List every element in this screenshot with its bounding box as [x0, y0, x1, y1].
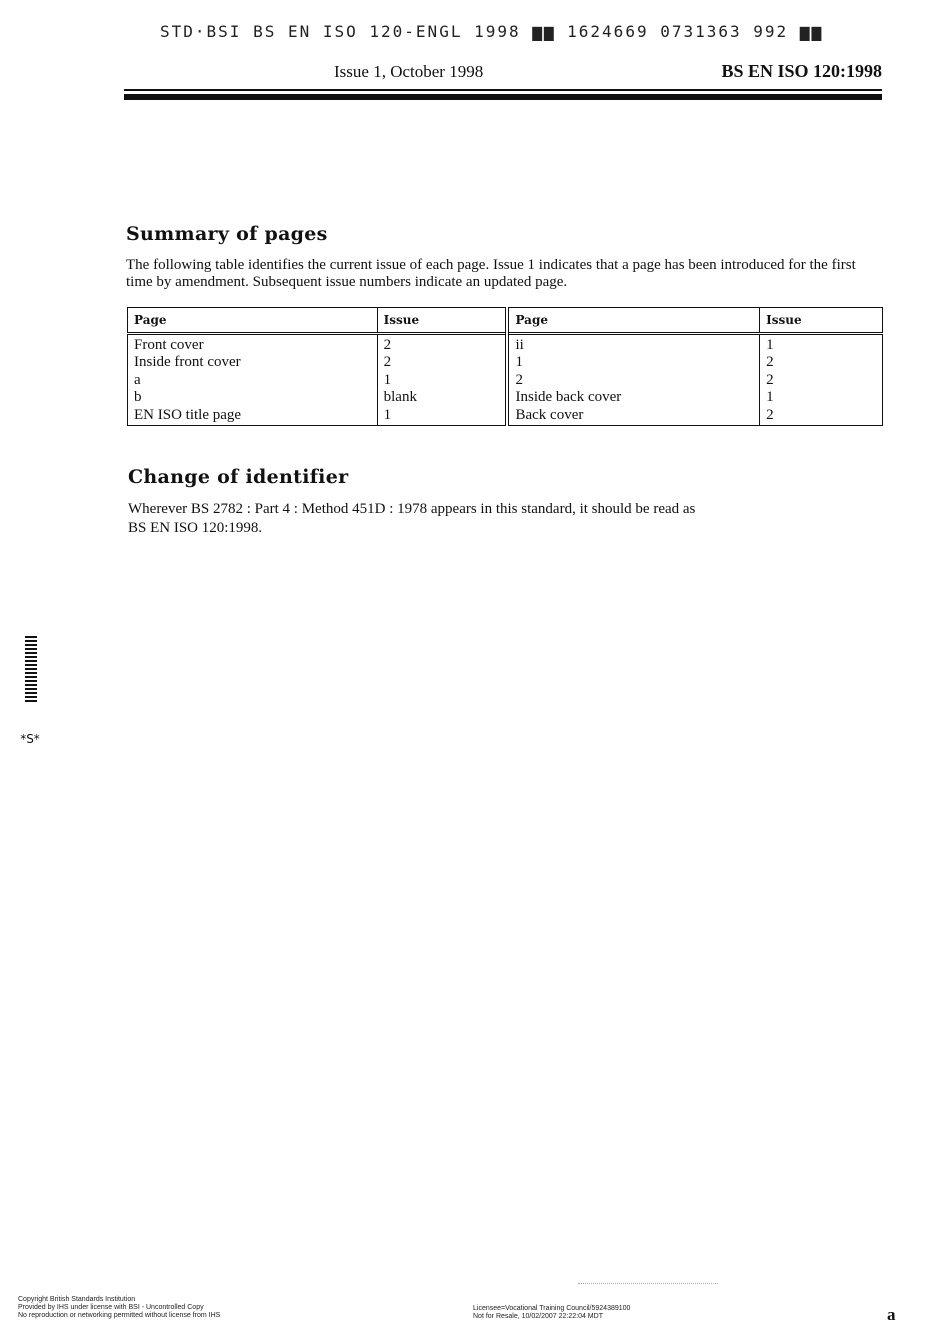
- table-cell: Inside front cover: [128, 354, 378, 371]
- table-header-row: [128, 308, 883, 334]
- table-cell: 2: [766, 406, 774, 423]
- table-row: [128, 389, 883, 406]
- change-heading: Change of identifier: [128, 466, 349, 488]
- table-cell: 2: [507, 372, 759, 389]
- footer-left-line-1: Copyright British Standards Institution: [18, 1296, 136, 1303]
- table-row: [128, 372, 883, 389]
- table-cell: a: [128, 372, 378, 389]
- change-paragraph: [128, 500, 788, 538]
- col-header-issue: Issue: [377, 308, 507, 334]
- table-cell: 1: [377, 407, 507, 426]
- header-rule-thick: [124, 94, 882, 100]
- table-cell: 2: [377, 334, 507, 355]
- summary-paragraph: The following table identifies the current issue of each page. Issue 1 indicates that a page has been introduced for the first time by amendment. Subsequent issue numbers indicate an updated page.: [126, 257, 856, 290]
- sidebar-stamp: *S*: [20, 732, 40, 746]
- table-cell: 2: [766, 354, 774, 371]
- col-header-page-2: Page: [507, 308, 759, 334]
- footer-right-line-1: Licensee=Vocational Training Council/5924389100: [473, 1305, 631, 1312]
- scan-code: STD·BSI BS EN ISO 120-ENGL 1998 ▆▆ 1624669 0731363 992 ▆▆: [160, 22, 824, 41]
- table-cell: 1: [377, 372, 507, 389]
- summary-table: [127, 307, 883, 426]
- issue-date: Issue 1, October 1998: [334, 62, 484, 81]
- table-cell: 1: [766, 389, 774, 406]
- table-cell: Inside back cover: [507, 389, 759, 406]
- table-cell: 1: [766, 337, 774, 353]
- table-row: [128, 354, 883, 371]
- col-header-issue-2: Issue: [760, 308, 883, 334]
- table-cell: EN ISO title page: [128, 407, 378, 426]
- summary-heading: Summary of pages: [126, 223, 328, 245]
- table-cell: ii: [507, 334, 759, 355]
- col-header-page: Page: [128, 308, 378, 334]
- change-line-1: Wherever BS 2782 : Part 4 : Method 451D : 1978 appears in this standard, it should be read as: [128, 501, 696, 517]
- footer-left-line-3: No reproduction or networking permitted without license from IHS: [18, 1312, 221, 1319]
- table-row: [128, 407, 883, 426]
- table-row: [128, 334, 883, 355]
- footer-license: [473, 1305, 630, 1321]
- footer-right-line-2: Not for Resale, 10/02/2007 22:22:04 MDT: [473, 1313, 603, 1320]
- footer-dots: [578, 1283, 718, 1284]
- standard-id: BS EN ISO 120:1998: [721, 61, 882, 81]
- header-rule-thin: [124, 89, 882, 91]
- sidebar-barcode: [25, 636, 37, 704]
- change-line-2: BS EN ISO 120:1998.: [128, 520, 263, 536]
- table-cell: 2: [377, 354, 507, 371]
- table-cell: Front cover: [128, 334, 378, 355]
- footer-copyright: [18, 1296, 220, 1320]
- table-cell: Back cover: [507, 407, 759, 426]
- table-cell: blank: [377, 389, 507, 406]
- footer-left-line-2: Provided by IHS under license with BSI - Uncontrolled Copy: [18, 1304, 204, 1311]
- table-cell: 2: [766, 371, 774, 388]
- page-number: a: [887, 1305, 896, 1324]
- table-cell: 1: [507, 354, 759, 371]
- table-cell: b: [128, 389, 378, 406]
